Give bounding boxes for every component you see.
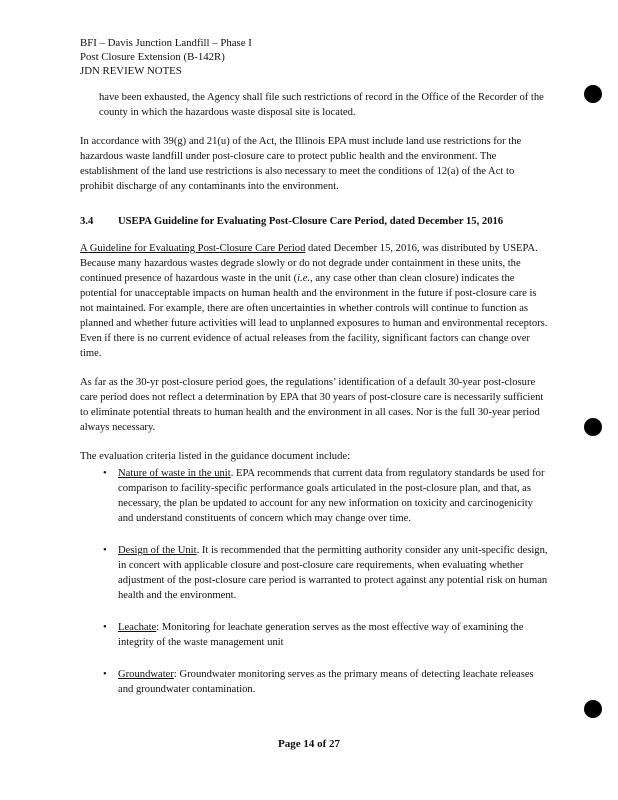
section-title: USEPA Guideline for Evaluating Post-Closure Care Period, dated December 15, 2016 [118,216,504,227]
punch-hole-icon [584,418,602,436]
criteria-list [80,466,550,697]
guideline-ie: i.e. [297,273,311,284]
guideline-paragraph [80,241,550,361]
criteria-label: Groundwater [118,669,174,680]
criteria-intro: The evaluation criteria listed in the guidance document include: [80,451,351,462]
bullet-icon: • [103,669,107,680]
criteria-label: Nature of waste in the unit [118,468,231,479]
punch-hole-icon [584,85,602,103]
page-number-footer: Page 14 of 27 [277,738,340,750]
criteria-separator: : [156,622,162,633]
bullet-icon: • [103,545,107,556]
thirty-year-paragraph: As far as the 30-yr post-closure period goes, the regulations’ identification of a default 30-year post-closure care period does not reflect a determination by EPA that 30 years of post-closure care is necessarily sufficient to eliminate potential threats to human health and the environment in all cases. Nor is the full 30-year period always necessary. [80,377,544,433]
guideline-document-title: A Guideline for Evaluating Post-Closure Care Period [80,243,306,254]
header-line-2: Post Closure Extension (B-142R) [80,51,225,63]
criteria-label: Leachate [118,622,157,633]
criteria-item [80,620,550,650]
criteria-separator: . [230,468,236,479]
header-line-1: BFI – Davis Junction Landfill – Phase I [80,37,252,49]
land-use-paragraph: In accordance with 39(g) and 21(u) of the Act, the Illinois EPA must include land use restrictions for the hazardous waste landfill under post-closure care to protect public health and the environment. The establishment of the land use restrictions is also necessary to meet the conditions of 12(a) of the Act to prohibit discharge of any contaminants into the environment. [80,136,522,192]
criteria-text: It is recommended that the permitting authority consider any unit-specific design, in concert with applicable closure and post-closure care requirements, when evaluating whether adjustment of the post-closure care period is warranted to protect against any potential risk on human health and the environment. [118,545,548,601]
guideline-text-b: , any case other than clean closure) indicates the potential for unacceptable impacts on human health and the environment in the future if post-closure care is not maintained. For example, there are often uncertainties in whether controls will continue to function as planned and whether future activities will lead to unplanned exposures to human and environmental receptors. Even if there is no current evidence of actual releases from the facility, significant factors can change over time. [80,273,548,359]
section-heading [80,214,550,229]
header-line-3: JDN REVIEW NOTES [80,65,182,77]
punch-hole-icon [584,700,602,718]
document-body [80,90,550,714]
intro-continuation-paragraph: have been exhausted, the Agency shall file such restrictions of record in the Office of the Recorder of the county in which the hazardous waste disposal site is located. [99,92,544,118]
criteria-label: Design of the Unit [118,545,197,556]
criteria-text: EPA recommends that current data from regulatory standards be used for comparison to facility-specific performance goals articulated in the post-closure plan, and that, as necessary, the plan be updated to account for any new information on toxicity and carcinogenicity and understand constituents of concern which may change over time. [118,468,545,524]
criteria-text: Groundwater monitoring serves as the primary means of detecting leachate releases and groundwater contamination. [118,669,534,695]
criteria-separator: . [196,545,202,556]
bullet-icon: • [103,622,107,633]
criteria-item [80,543,550,603]
criteria-separator: : [173,669,180,680]
document-header [80,36,252,78]
bullet-icon: • [103,468,107,479]
criteria-item [80,667,550,697]
guideline-text-a: dated December 15, 2016, was distributed by USEPA. Because many hazardous wastes degrade slowly or do not degrade under containment in these units, the continued presence of hazardous waste in the unit ( [80,243,538,284]
section-number: 3.4 [80,216,94,227]
criteria-item [80,466,550,526]
criteria-text: Monitoring for leachate generation serves as the most effective way of examining the integrity of the waste management unit [118,622,524,648]
